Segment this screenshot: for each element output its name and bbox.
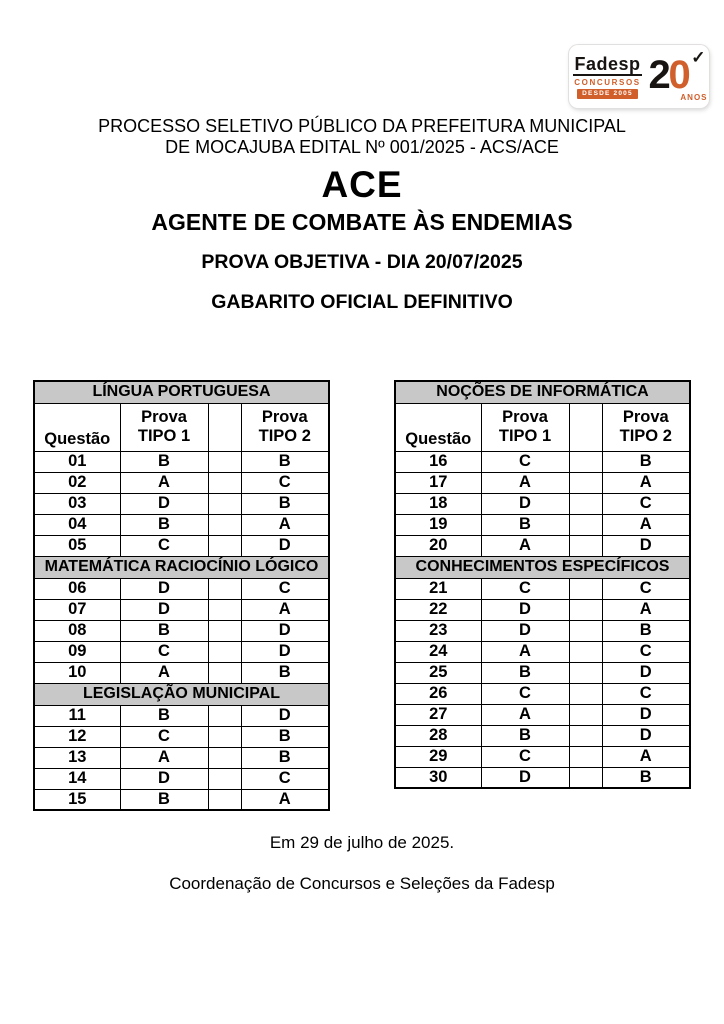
tipo1-answer-cell: D	[481, 599, 569, 620]
tipo2-answer-cell: A	[602, 746, 690, 767]
spacer-cell	[208, 403, 241, 451]
question-number-cell: 07	[34, 599, 120, 620]
spacer-cell	[208, 705, 241, 726]
question-number-cell: 25	[395, 662, 481, 683]
tipo1-answer-cell: B	[120, 620, 208, 641]
answer-table-right	[394, 380, 691, 789]
tipo1-answer-cell: A	[120, 747, 208, 768]
exam-date-line: PROVA OBJETIVA - DIA 20/07/2025	[201, 251, 523, 273]
logo-digit-0: 0	[668, 52, 691, 97]
answer-row	[34, 662, 329, 683]
question-number-cell: 22	[395, 599, 481, 620]
answer-row	[395, 767, 690, 788]
answer-row	[34, 578, 329, 599]
answer-row	[34, 768, 329, 789]
answer-row	[34, 493, 329, 514]
answer-row	[395, 578, 690, 599]
tipo1-answer-cell: C	[481, 683, 569, 704]
spacer-cell	[208, 599, 241, 620]
tipo2-answer-cell: D	[241, 620, 329, 641]
answer-row	[34, 451, 329, 472]
question-number-cell: 04	[34, 514, 120, 535]
spacer-cell	[569, 472, 602, 493]
tipo2-answer-cell: C	[602, 578, 690, 599]
footer-organization: Coordenação de Concursos e Seleções da Fadesp	[169, 874, 555, 893]
logo-digit-2: 2	[648, 52, 671, 97]
column-header-row	[34, 403, 329, 451]
tipo1-answer-cell: C	[120, 641, 208, 662]
page-title: ACE	[321, 164, 403, 205]
spacer-cell	[208, 514, 241, 535]
tipo1-answer-cell: A	[481, 472, 569, 493]
tipo1-answer-cell: D	[120, 768, 208, 789]
tipo1-answer-cell: B	[120, 451, 208, 472]
tipo2-answer-cell: A	[602, 599, 690, 620]
role-subtitle: AGENTE DE COMBATE ÀS ENDEMIAS	[151, 209, 573, 235]
question-number-cell: 01	[34, 451, 120, 472]
question-number-cell: 12	[34, 726, 120, 747]
answer-row	[34, 789, 329, 810]
question-number-cell: 21	[395, 578, 481, 599]
spacer-cell	[208, 662, 241, 683]
answer-row	[34, 620, 329, 641]
question-number-cell: 09	[34, 641, 120, 662]
tipo1-answer-cell: A	[120, 662, 208, 683]
process-title-line1: PROCESSO SELETIVO PÚBLICO DA PREFEITURA MUNICIPAL	[98, 116, 626, 136]
tipo1-answer-cell: B	[481, 662, 569, 683]
answer-row	[34, 726, 329, 747]
section-title: LÍNGUA PORTUGUESA	[34, 381, 329, 403]
spacer-cell	[569, 451, 602, 472]
answer-row	[395, 599, 690, 620]
spacer-cell	[208, 472, 241, 493]
spacer-cell	[208, 789, 241, 810]
spacer-cell	[569, 578, 602, 599]
tipo1-answer-cell: C	[481, 578, 569, 599]
spacer-cell	[569, 767, 602, 788]
spacer-cell	[208, 620, 241, 641]
tipo1-answer-cell: A	[120, 472, 208, 493]
answer-row	[34, 472, 329, 493]
tipo2-answer-cell: D	[602, 535, 690, 556]
spacer-cell	[208, 726, 241, 747]
question-number-cell: 20	[395, 535, 481, 556]
question-number-cell: 23	[395, 620, 481, 641]
question-number-cell: 28	[395, 725, 481, 746]
answer-row	[34, 705, 329, 726]
tipo1-answer-cell: B	[481, 514, 569, 535]
spacer-cell	[569, 662, 602, 683]
question-number-cell: 15	[34, 789, 120, 810]
spacer-cell	[208, 641, 241, 662]
answer-row	[395, 725, 690, 746]
tipo2-answer-cell: D	[241, 641, 329, 662]
question-number-cell: 29	[395, 746, 481, 767]
tipo2-answer-cell: D	[241, 705, 329, 726]
tipo2-answer-cell: C	[241, 768, 329, 789]
fadesp-logo	[569, 45, 709, 108]
question-number-cell: 11	[34, 705, 120, 726]
spacer-cell	[569, 493, 602, 514]
section-title: MATEMÁTICA RACIOCÍNIO LÓGICO	[34, 556, 329, 578]
column-header-prova-tipo1: Prova TIPO 1	[481, 403, 569, 451]
tipo2-answer-cell: C	[602, 641, 690, 662]
question-number-cell: 19	[395, 514, 481, 535]
tipo2-answer-cell: C	[602, 493, 690, 514]
question-number-cell: 14	[34, 768, 120, 789]
section-header-row	[395, 381, 690, 403]
tipo1-answer-cell: B	[481, 725, 569, 746]
tipo2-answer-cell: C	[241, 578, 329, 599]
tipo2-answer-cell: B	[241, 662, 329, 683]
section-title: LEGISLAÇÃO MUNICIPAL	[34, 683, 329, 705]
section-header-row	[34, 556, 329, 578]
tipo1-answer-cell: A	[481, 535, 569, 556]
tipo1-answer-cell: D	[120, 493, 208, 514]
tipo2-answer-cell: B	[602, 451, 690, 472]
answer-row	[34, 514, 329, 535]
answer-row	[395, 641, 690, 662]
question-number-cell: 27	[395, 704, 481, 725]
tipo2-answer-cell: A	[602, 514, 690, 535]
tipo1-answer-cell: D	[120, 599, 208, 620]
spacer-cell	[569, 535, 602, 556]
answer-row	[395, 493, 690, 514]
answer-row	[395, 746, 690, 767]
question-number-cell: 08	[34, 620, 120, 641]
spacer-cell	[569, 620, 602, 641]
question-number-cell: 10	[34, 662, 120, 683]
tipo1-answer-cell: A	[481, 641, 569, 662]
question-number-cell: 17	[395, 472, 481, 493]
logo-anos-label: ANOS	[680, 92, 708, 102]
column-header-prova-tipo2: Prova TIPO 2	[241, 403, 329, 451]
answer-tables-container	[0, 380, 724, 811]
spacer-cell	[569, 725, 602, 746]
spacer-cell	[208, 535, 241, 556]
tipo1-answer-cell: B	[120, 514, 208, 535]
footer-date: Em 29 de julho de 2025.	[269, 833, 455, 852]
question-number-cell: 18	[395, 493, 481, 514]
question-number-cell: 05	[34, 535, 120, 556]
answer-row	[34, 535, 329, 556]
column-header-prova-tipo2: Prova TIPO 2	[602, 403, 690, 451]
fadesp-logo-20-anos	[648, 47, 708, 102]
tipo1-answer-cell: C	[120, 535, 208, 556]
tipo2-answer-cell: D	[602, 662, 690, 683]
tipo1-answer-cell: D	[481, 493, 569, 514]
spacer-cell	[569, 599, 602, 620]
question-number-cell: 03	[34, 493, 120, 514]
spacer-cell	[569, 704, 602, 725]
tipo1-answer-cell: D	[481, 620, 569, 641]
tipo1-answer-cell: D	[481, 767, 569, 788]
tipo1-answer-cell: D	[120, 578, 208, 599]
question-number-cell: 24	[395, 641, 481, 662]
spacer-cell	[208, 493, 241, 514]
section-header-row	[395, 556, 690, 578]
answer-row	[395, 472, 690, 493]
question-number-cell: 26	[395, 683, 481, 704]
question-number-cell: 13	[34, 747, 120, 768]
tipo2-answer-cell: A	[241, 789, 329, 810]
spacer-cell	[208, 451, 241, 472]
fadesp-logo-brand: Fadesp	[574, 53, 641, 74]
spacer-cell	[208, 578, 241, 599]
spacer-cell	[569, 746, 602, 767]
answer-row	[395, 620, 690, 641]
spacer-cell	[569, 683, 602, 704]
tipo2-answer-cell: B	[602, 767, 690, 788]
column-header-questao: Questão	[34, 403, 120, 451]
answer-table-left	[33, 380, 330, 811]
column-header-row	[395, 403, 690, 451]
tipo1-answer-cell: A	[481, 704, 569, 725]
answer-row	[395, 535, 690, 556]
tipo2-answer-cell: B	[241, 493, 329, 514]
tipo2-answer-cell: B	[241, 726, 329, 747]
gabarito-title: GABARITO OFICIAL DEFINITIVO	[211, 291, 513, 313]
section-title: CONHECIMENTOS ESPECÍFICOS	[395, 556, 690, 578]
tipo2-answer-cell: C	[602, 683, 690, 704]
question-number-cell: 06	[34, 578, 120, 599]
spacer-cell	[569, 514, 602, 535]
spacer-cell	[569, 403, 602, 451]
tipo2-answer-cell: C	[241, 472, 329, 493]
column-header-prova-tipo1: Prova TIPO 1	[120, 403, 208, 451]
tipo1-answer-cell: B	[120, 705, 208, 726]
column-header-questao: Questão	[395, 403, 481, 451]
answer-row	[395, 514, 690, 535]
spacer-cell	[569, 641, 602, 662]
process-title-line2: DE MOCAJUBA EDITAL Nº 001/2025 - ACS/ACE	[165, 137, 559, 157]
answer-row	[395, 683, 690, 704]
answer-row	[395, 662, 690, 683]
question-number-cell: 02	[34, 472, 120, 493]
tipo2-answer-cell: D	[602, 704, 690, 725]
tipo2-answer-cell: B	[241, 747, 329, 768]
tipo2-answer-cell: D	[602, 725, 690, 746]
tipo1-answer-cell: B	[120, 789, 208, 810]
answer-row	[34, 747, 329, 768]
section-header-row	[34, 683, 329, 705]
checkmark-icon: ✓	[691, 47, 706, 67]
tipo2-answer-cell: B	[602, 620, 690, 641]
tipo1-answer-cell: C	[481, 746, 569, 767]
tipo2-answer-cell: A	[602, 472, 690, 493]
tipo1-answer-cell: C	[120, 726, 208, 747]
tipo2-answer-cell: A	[241, 599, 329, 620]
fadesp-logo-since-badge: DESDE 2005	[577, 89, 638, 99]
tipo2-answer-cell: D	[241, 535, 329, 556]
spacer-cell	[208, 747, 241, 768]
answer-row	[395, 451, 690, 472]
spacer-cell	[208, 768, 241, 789]
tipo2-answer-cell: A	[241, 514, 329, 535]
section-title: NOÇÕES DE INFORMÁTICA	[395, 381, 690, 403]
tipo1-answer-cell: C	[481, 451, 569, 472]
section-header-row	[34, 381, 329, 403]
fadesp-logo-concursos: CONCURSOS	[574, 77, 641, 87]
question-number-cell: 16	[395, 451, 481, 472]
answer-row	[34, 641, 329, 662]
fadesp-logo-wordmark	[573, 55, 641, 99]
tipo2-answer-cell: B	[241, 451, 329, 472]
answer-row	[395, 704, 690, 725]
answer-row	[34, 599, 329, 620]
question-number-cell: 30	[395, 767, 481, 788]
